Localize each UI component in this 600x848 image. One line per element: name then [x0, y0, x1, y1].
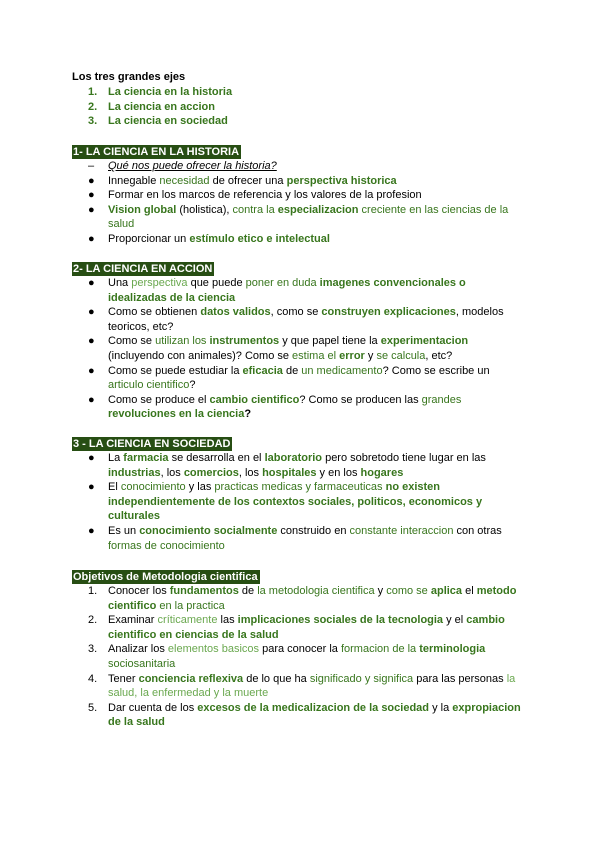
list-item: 5. Dar cuenta de los excesos de la medicalizacion de la sociedad y la expropiacion de la salud	[88, 701, 521, 729]
list-item: ● La farmacia se desarrolla en el laboratorio pero sobretodo tiene lugar en las industrias, los comercios, los hospitales y en los hogares	[88, 452, 486, 479]
list-item: ● Formar en los marcos de referencia y los valores de la profesion	[88, 189, 422, 202]
list-item: 2. Examinar críticamente las implicaciones sociales de la tecnologia y el cambio cientifico en ciencias de la salud	[88, 614, 505, 641]
list-item: 2. La ciencia en accion	[88, 100, 215, 113]
list-item: 3. Analizar los elementos basicos para conocer la formacion de la terminologia sociosanitaria	[88, 643, 486, 670]
section-accion	[72, 262, 522, 422]
axes-list	[72, 85, 522, 129]
list-item: ● Es un conocimiento socialmente construido en constante interaccion con otras formas de conocimiento	[88, 524, 502, 552]
list-item: ● Como se obtienen datos validos, como se construyen explicaciones, modelos teoricos, etc?	[88, 306, 504, 333]
section-objetivos	[72, 570, 522, 730]
section-sociedad	[72, 437, 522, 553]
list-item: 3. La ciencia en sociedad	[88, 115, 228, 128]
list-item: ● El conocimiento y las practicas medicas y farmaceuticas no existen independientemente de los contextos sociales, politicos, economicos y culturales	[88, 481, 483, 523]
list-item: ● Como se utilizan los instrumentos y que papel tiene la experimentacion (incluyendo con animales)? Como se estima el error y se calcula, etc?	[88, 335, 469, 362]
list-item: ● Una perspectiva que puede poner en duda imagenes convencionales o idealizadas de la ciencia	[88, 277, 466, 304]
section-heading: 1- LA CIENCIA EN LA HISTORIA	[73, 146, 240, 158]
list-item: ● Como se produce el cambio cientifico? Como se producen las grandes revoluciones en la ciencia?	[88, 393, 462, 421]
list-item: – Qué nos puede ofrecer la historia?	[88, 160, 277, 172]
list-item: 4. Tener conciencia reflexiva de lo que ha significado y significa para las personas la salud, la enfermedad y la muerte	[88, 672, 516, 700]
list-item: ● Como se puede estudiar la eficacia de un medicamento? Como se escribe un articulo cientifico?	[88, 364, 490, 392]
list-item: 1. Conocer los fundamentos de la metodologia cientifica y como se aplica el metodo cientifico en la practica	[88, 585, 517, 612]
section-heading: 3 - LA CIENCIA EN SOCIEDAD	[73, 438, 231, 450]
bullet-list	[72, 276, 522, 422]
section-historia	[72, 145, 522, 247]
bullet-list	[72, 451, 522, 553]
section-heading: Objetivos de Metodologia cientifica	[73, 571, 258, 583]
list-item: 1. La ciencia en la historia	[88, 86, 233, 98]
objectives-list	[72, 584, 522, 730]
list-item: ● Proporcionar un estímulo etico e intelectual	[88, 232, 330, 245]
list-item: ● Innegable necesidad de ofrecer una perspectiva historica	[88, 174, 397, 187]
intro-section	[72, 70, 522, 129]
bullet-list	[72, 159, 522, 247]
list-item: ● Vision global (holistica), contra la especializacion creciente en las ciencias de la salud	[88, 203, 509, 231]
intro-title: Los tres grandes ejes	[72, 71, 186, 83]
section-heading: 2- LA CIENCIA EN ACCION	[73, 263, 213, 275]
